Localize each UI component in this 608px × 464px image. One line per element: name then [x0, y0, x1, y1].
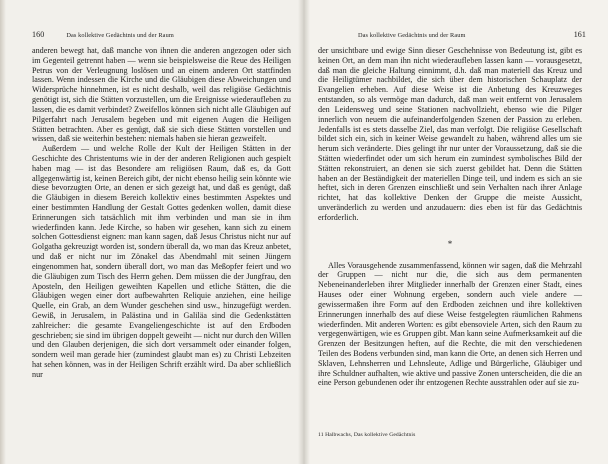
left-paragraph-1: anderen bewegt hat, daß manche von ihnen die anderen angezogen oder sich im Gegenteil getrennt haben — wenn sie beispielsweise die Reue des Heiligen Petrus von der Verleugnung loslösen und an einem anderen Ort stattfinden lassen. Wenn indessen die Kirche und die Gläubigen diese Abweichungen und Widersprüche hinnehmen, ist es nicht deshalb, weil das religiöse Gedächtnis genötigt ist, sich die Stätten vorzustellen, um die Ereignisse wiederaufleben zu lassen, die es damit verbindet? Zweifellos können sich nicht alle Gläubigen auf Pilgerfahrt nach Jerusalem begeben und mit eigenen Augen die Heiligen Stätten betrachten. Aber es genügt, daß sie sich diese Stätten vorstellen und wissen, daß sie weiterhin bestehen: niemals haben sie hieran gezweifelt.: [32, 46, 291, 144]
left-paragraph-2: Außerdem — und welche Rolle der Kult der Heiligen Stätten in der Geschichte des Christentums wie in der der anderen Religionen auch gespielt haben mag — ist das Besondere am religiösen Raum, daß es, da Gott allgegenwärtig ist, keinen Bereich gibt, der nicht ebenso heilig sein könnte wie diese bevorzugten Orte, an denen er sich gezeigt hat, und daß es genügt, daß die Gläubigen in diesem Bereich kollektiv eines bestimmten Aspektes und einer bestimmten Handlung der Gestalt Gottes gedenken wollen, damit diese Erinnerungen sich tatsächlich mit ihm verbinden und man sie in ihm wiederfinden kann. Jede Kirche, so haben wir gesehen, kann sich zu einem solchen Gottesdienst eignen: man kann sagen, daß Jesus Christus nicht nur auf Golgatha gekreuzigt worden ist, sondern überall da, wo man das Kreuz anbetet, und daß er nicht nur im Zönakel das Abendmahl mit seinen Jüngern eingenommen hat, sondern überall dort, wo man das Meßopfer feiert und wo die Gläubigen zum Tisch des Herrn gehen. Dem müssen die der Jungfrau, den Aposteln, den Heiligen geweihten Kapellen und etliche Stätten, die die Gläubigen wegen einer dort aufbewahrten Reliquie anziehen, eine heilige Quelle, ein Grab, an dem Wunder geschehen sind usw., hinzugefügt werden. Gewiß, in Jerusalem, in Palästina und in Galiläa sind die Gedenkstätten zahlreicher: die gesamte Evangeliengeschichte ist auf den Erdboden geschrieben; sie sind im übrigen doppelt geweiht — nicht nur durch den Willen und den Glauben derjenigen, die sich dort versammelt oder einander folgen, sondern weil man gerade hier (zumindest glaubt man es) zu Christi Lebzeiten hat sehen können, was in der Heiligen Schrift erzählt wird. Da aber schließlich nur: [32, 144, 291, 379]
book-gutter: [298, 0, 310, 464]
right-page: [306, 0, 608, 464]
left-page: [0, 0, 302, 464]
right-page-body: [318, 46, 582, 388]
page-edge-shadow: [0, 0, 6, 464]
right-paragraph-1: der unsichtbare und ewige Sinn dieser Geschehnisse von Bedeutung ist, gibt es keinen Ort, an dem man ihn nicht wiederaufleben lassen kann — vorausgesetzt, daß man die gleiche Haltung einnimmt, d.h. daß man materiell das Kreuz und die Heiligtümer nachbildet, die sich über dem historischen Schauplatz der Evangelien erheben. Auf diese Weise ist die Anbetung des Kreuzweges entstanden, so als vermöge man dadurch, daß man weit entfernt von Jerusalem den Leidensweg und seine Stationen nachvollzieht, ebenso wie die Pilger innerlich von neuem die aufeinanderfolgenden Szenen der Passion zu erleben. Jedenfalls ist es stets dasselbe Ziel, das man verfolgt. Die religiöse Gesellschaft bildet sich ein, sich in keiner Weise gewandelt zu haben, während alles um sie herum sich veränderte. Dies gelingt ihr nur unter der Voraussetzung, daß sie die Stätten wiederfindet oder um sich herum ein zumindest symbolisches Bild der Stätten rekonstruiert, an denen sie sich zuerst gebildet hat. Denn die Stätten haben an der Beständigkeit der materiellen Dinge teil, und indem es sich an sie heftet, sich in deren Grenzen einschließt und sein Verhalten nach ihrer Anlage richtet, hat das kollektive Denken der Gruppe die meiste Aussicht, unveränderlich zu werden und anzudauern: dies eben ist für das Gedächtnis erforderlich.: [318, 46, 582, 222]
left-page-number: 160: [32, 30, 45, 39]
right-page-number: 161: [573, 30, 586, 39]
left-page-header: [32, 30, 292, 42]
section-break: *: [447, 238, 453, 249]
signature-footer: 11 Halbwachs, Das kollektive Gedächtnis: [318, 432, 416, 438]
left-running-head: Das kollektive Gedächtnis und der Raum: [66, 32, 174, 39]
right-paragraph-2: Alles Vorausgehende zusammenfassend, können wir sagen, daß die Mehrzahl der Gruppen — nicht nur die, die sich aus dem permanenten Nebeneinanderleben ihrer Mitglieder innerhalb der Grenzen einer Stadt, eines Hauses oder einer Wohnung ergeben, sondern auch viele andere — gewissermaßen ihre Form auf den Erdboden zeichnen und ihre kollektiven Erinnerungen innerhalb des auf diese Weise festgelegten räumlichen Rahmens wiederfinden. Mit anderen Worten: es gibt ebensoviele Arten, sich den Raum zu vergegenwärtigen, wie es Gruppen gibt. Man kann seine Aufmerksamkeit auf die Grenzen der Besitzungen heften, auf die Rechte, die mit den verschiedenen Teilen des Bodens verbunden sind, man kann die Orte, an denen sich Herren und Sklaven, Lehnsherren und Lehnsleute, Adlige und Bürgerliche, Gläubiger und ihre Schuldner aufhalten, wie aktive und passive Zonen unterscheiden, die die an eine Person gebundenen oder ihr entzogenen Rechte ausstrahlen oder auf sie zu-: [318, 260, 582, 388]
right-running-head: Das kollektive Gedächtnis und der Raum: [358, 32, 466, 39]
right-page-header: [318, 30, 586, 42]
left-page-body: [32, 46, 291, 380]
